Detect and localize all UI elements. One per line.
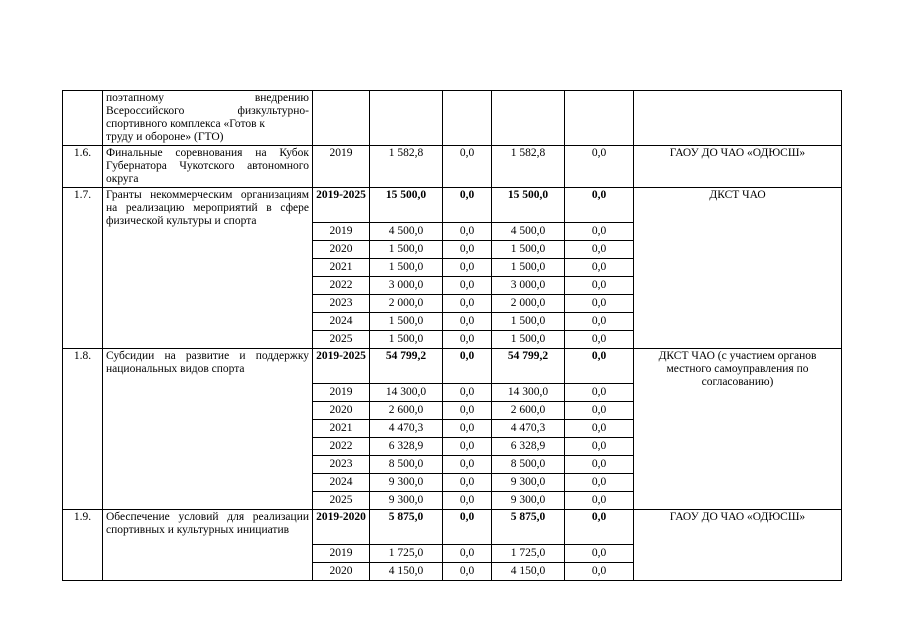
row-total: 6 328,9: [370, 438, 443, 456]
row-federal: 0,0: [443, 349, 492, 384]
row-federal: 0,0: [443, 295, 492, 313]
row-federal: 0,0: [443, 241, 492, 259]
row-year: 2020: [313, 241, 370, 259]
row-federal: 0,0: [443, 474, 492, 492]
row-year: 2023: [313, 295, 370, 313]
row-other: 0,0: [565, 438, 634, 456]
row-other: 0,0: [565, 402, 634, 420]
row-description: Гранты некоммерческим организациям на реализацию мероприятий в сфере физической культуры и спорта: [103, 188, 313, 349]
row-federal: 0,0: [443, 223, 492, 241]
row-regional: 6 328,9: [492, 438, 565, 456]
row-responsible: ДКСТ ЧАО (с участием органов местного самоуправления по согласованию): [634, 349, 842, 510]
row-other: 0,0: [565, 313, 634, 331]
row-total: 5 875,0: [370, 510, 443, 545]
table-row-group-total: [63, 349, 842, 384]
row-year: 2021: [313, 420, 370, 438]
row-year: 2023: [313, 456, 370, 474]
row-regional: 1 500,0: [492, 313, 565, 331]
row-year: 2022: [313, 277, 370, 295]
row-other: 0,0: [565, 259, 634, 277]
row-federal: 0,0: [443, 259, 492, 277]
row-total: 1 725,0: [370, 545, 443, 563]
row-federal: 0,0: [443, 277, 492, 295]
table-row-group-total: [63, 188, 842, 223]
row-responsible: ДКСТ ЧАО: [634, 188, 842, 349]
row-year: 2019: [313, 146, 370, 188]
row-federal: 0,0: [443, 545, 492, 563]
row-other: 0,0: [565, 331, 634, 349]
row-regional: 5 875,0: [492, 510, 565, 545]
row-total: 1 500,0: [370, 313, 443, 331]
row-year: 2021: [313, 259, 370, 277]
row-total: 4 150,0: [370, 563, 443, 581]
row-other: 0,0: [565, 349, 634, 384]
row-regional: 1 500,0: [492, 331, 565, 349]
row-regional: 15 500,0: [492, 188, 565, 223]
row-other: 0,0: [565, 474, 634, 492]
table-row-group-total: [63, 510, 842, 545]
row-year-period: 2019-2025: [313, 349, 370, 384]
row-number: [63, 91, 103, 146]
row-total: 14 300,0: [370, 384, 443, 402]
row-other: 0,0: [565, 146, 634, 188]
row-other: 0,0: [565, 420, 634, 438]
row-federal: 0,0: [443, 510, 492, 545]
row-regional: 2 000,0: [492, 295, 565, 313]
row-responsible: ГАОУ ДО ЧАО «ОДЮСШ»: [634, 146, 842, 188]
row-other: 0,0: [565, 456, 634, 474]
row-other: 0,0: [565, 295, 634, 313]
row-total: 4 500,0: [370, 223, 443, 241]
row-year-period: 2019-2025: [313, 188, 370, 223]
row-federal: 0,0: [443, 313, 492, 331]
row-other: 0,0: [565, 241, 634, 259]
row-regional: 4 500,0: [492, 223, 565, 241]
row-total: 3 000,0: [370, 277, 443, 295]
row-year-period: 2019-2020: [313, 510, 370, 545]
row-federal: 0,0: [443, 420, 492, 438]
row-total: 9 300,0: [370, 474, 443, 492]
row-federal: 0,0: [443, 188, 492, 223]
row-regional: 1 500,0: [492, 241, 565, 259]
row-description: Финальные соревнования на Кубок Губернатора Чукотского автономного округа: [103, 146, 313, 188]
row-regional: 54 799,2: [492, 349, 565, 384]
row-total: 8 500,0: [370, 456, 443, 474]
row-other: 0,0: [565, 492, 634, 510]
row-regional: 2 600,0: [492, 402, 565, 420]
row-regional: 3 000,0: [492, 277, 565, 295]
row-regional: 1 500,0: [492, 259, 565, 277]
table-row-continuation: [63, 91, 842, 146]
row-total: 15 500,0: [370, 188, 443, 223]
budget-table: [62, 90, 842, 581]
row-total: 4 470,3: [370, 420, 443, 438]
row-other: 0,0: [565, 188, 634, 223]
row-number: 1.8.: [63, 349, 103, 510]
row-federal: 0,0: [443, 331, 492, 349]
row-year: 2020: [313, 402, 370, 420]
row-other: 0,0: [565, 384, 634, 402]
row-regional: 4 150,0: [492, 563, 565, 581]
row-regional: 4 470,3: [492, 420, 565, 438]
row-federal: 0,0: [443, 146, 492, 188]
row-regional: 9 300,0: [492, 474, 565, 492]
row-other: 0,0: [565, 545, 634, 563]
row-total: 1 500,0: [370, 259, 443, 277]
row-year: 2024: [313, 313, 370, 331]
row-responsible: [634, 91, 842, 146]
row-number: 1.6.: [63, 146, 103, 188]
row-total: 9 300,0: [370, 492, 443, 510]
row-total: 2 000,0: [370, 295, 443, 313]
row-other: 0,0: [565, 223, 634, 241]
row-federal: 0,0: [443, 563, 492, 581]
row-regional: 1 725,0: [492, 545, 565, 563]
row-federal: 0,0: [443, 402, 492, 420]
row-description: поэтапному внедрению Всероссийского физкультурно- спортивного комплекса «Готов к труду и обороне» (ГТО): [103, 91, 313, 146]
row-other: 0,0: [565, 563, 634, 581]
row-year: 2019: [313, 223, 370, 241]
row-year: 2020: [313, 563, 370, 581]
row-responsible: ГАОУ ДО ЧАО «ОДЮСШ»: [634, 510, 842, 581]
row-total: 2 600,0: [370, 402, 443, 420]
row-federal: 0,0: [443, 384, 492, 402]
row-year: 2024: [313, 474, 370, 492]
row-description: Субсидии на развитие и поддержку национальных видов спорта: [103, 349, 313, 510]
row-year: 2019: [313, 384, 370, 402]
row-federal: 0,0: [443, 456, 492, 474]
row-federal: 0,0: [443, 492, 492, 510]
row-description: Обеспечение условий для реализации спортивных и культурных инициатив: [103, 510, 313, 581]
table-row-1-6: [63, 146, 842, 188]
row-total: 54 799,2: [370, 349, 443, 384]
row-regional: 1 582,8: [492, 146, 565, 188]
row-federal: 0,0: [443, 438, 492, 456]
row-number: 1.7.: [63, 188, 103, 349]
row-year: 2019: [313, 545, 370, 563]
row-other: 0,0: [565, 510, 634, 545]
row-year: 2025: [313, 331, 370, 349]
row-total: 1 500,0: [370, 331, 443, 349]
row-regional: 9 300,0: [492, 492, 565, 510]
row-year: 2022: [313, 438, 370, 456]
row-total: 1 582,8: [370, 146, 443, 188]
row-total: 1 500,0: [370, 241, 443, 259]
row-year: 2025: [313, 492, 370, 510]
row-other: 0,0: [565, 277, 634, 295]
row-regional: 14 300,0: [492, 384, 565, 402]
row-regional: 8 500,0: [492, 456, 565, 474]
row-number: 1.9.: [63, 510, 103, 581]
